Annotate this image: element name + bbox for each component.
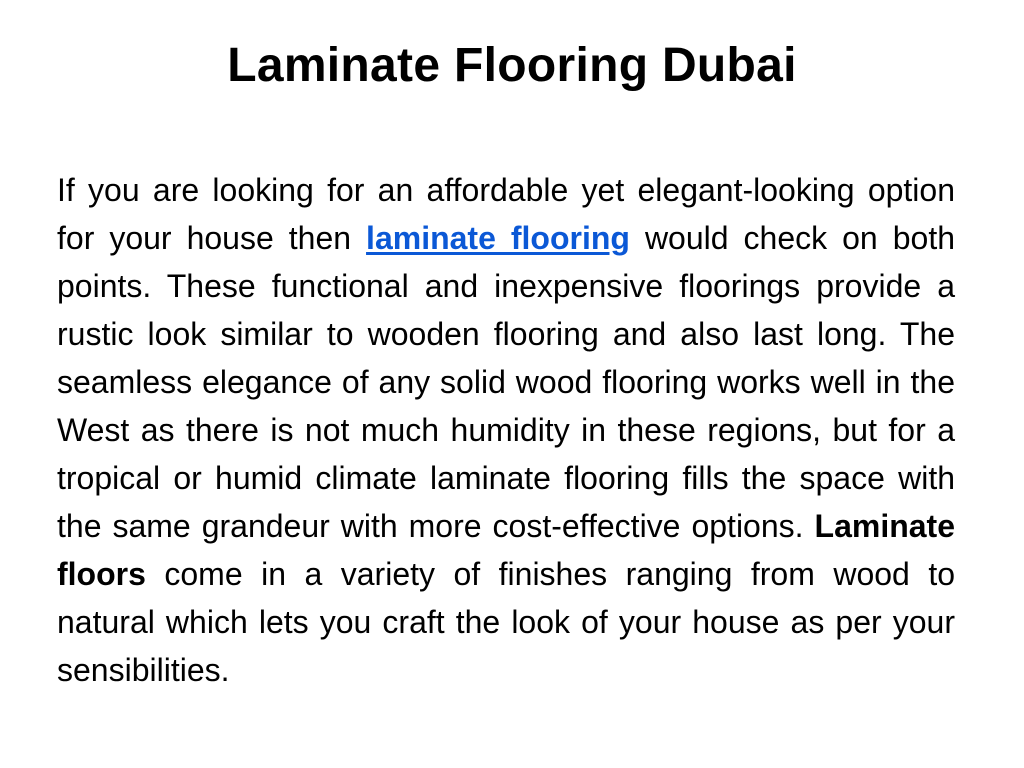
laminate-flooring-link[interactable]: laminate flooring [366, 220, 630, 256]
paragraph-text-2: would check on both points. These functional and inexpensive floorings provide a rustic look similar to wooden flooring and also last long. The seamless elegance of any solid wood flooring works well in the West as there is not much humidity in these regions, but for a tropical or humid climate laminate flooring fills the space with the same grandeur with more cost-effective options. [57, 220, 956, 544]
paragraph-text-1: If you are looking for an affordable yet elegant-looking option for your house then [57, 172, 955, 256]
body-paragraph [57, 166, 955, 694]
paragraph-text-3: come in a variety of finishes ranging from wood to natural which lets you craft the look of your house as per your sensibilities. [57, 556, 955, 688]
laminate-floors-bold: Laminate floors [57, 508, 955, 592]
slide-title: Laminate Flooring Dubai [227, 39, 797, 92]
